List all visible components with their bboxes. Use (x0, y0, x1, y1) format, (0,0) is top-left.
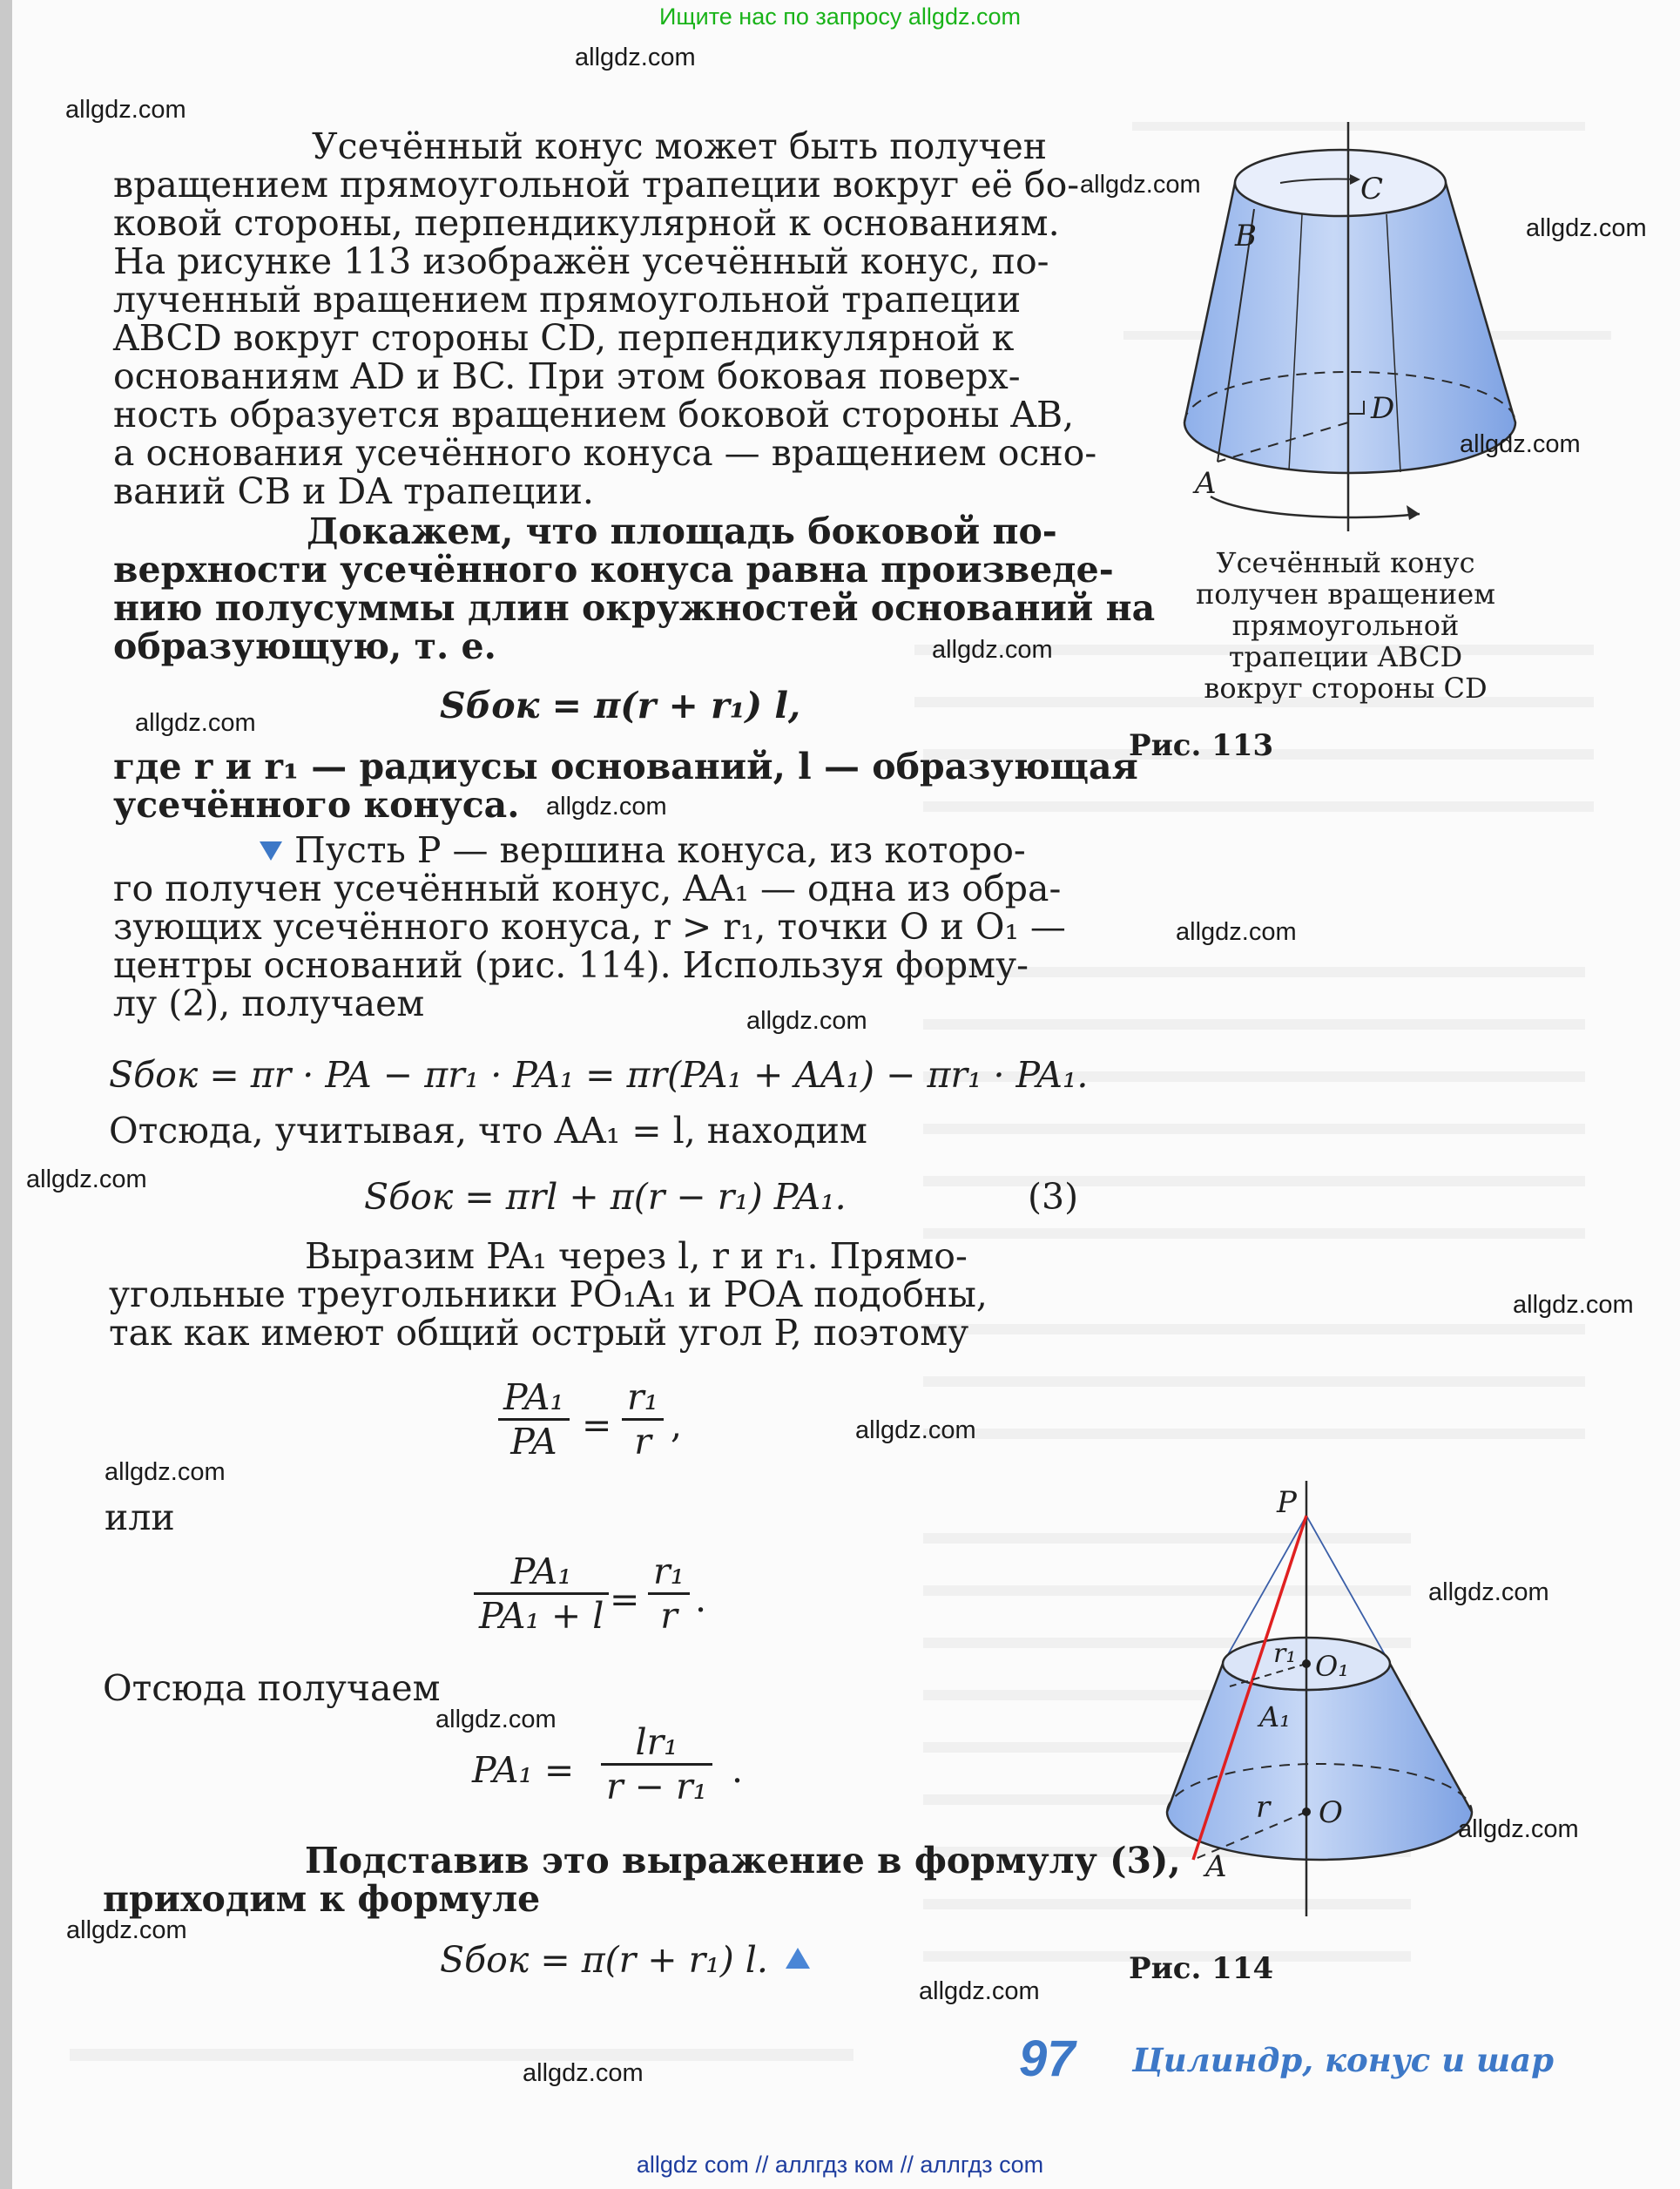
label-o1: O₁ (1315, 1650, 1350, 1683)
para4-line: центры оснований (рис. 114). Используя форму- (113, 944, 1029, 986)
para1-line: Усечённый конус может быть получен (312, 125, 1048, 167)
watermark[interactable]: allgdz.com (1526, 214, 1647, 242)
caption-line: прямоугольной (1231, 609, 1460, 642)
watermark[interactable]: allgdz.com (746, 1007, 867, 1035)
watermark[interactable]: allgdz.com (1176, 918, 1297, 946)
watermark[interactable]: allgdz.com (575, 44, 696, 71)
para2-line: образующую, т. е. (113, 625, 496, 667)
proof-end-icon (786, 1948, 810, 1969)
label-b: B (1235, 219, 1257, 253)
label-r: r (1256, 1790, 1271, 1825)
para3-line: усечённого конуса. (113, 784, 520, 826)
watermark[interactable]: allgdz.com (523, 2059, 644, 2087)
or-word: или (105, 1496, 175, 1538)
para1-line: ковой стороны, перпендикулярной к основаниям. (113, 202, 1060, 244)
para6-line: угольные треугольники PO₁A₁ и POA подобны, (109, 1274, 988, 1315)
formula-expansion: Sбок = πr · PA − πr₁ · PA₁ = πr(PA₁ + AA₁) − πr₁ · PA₁. (109, 1054, 1089, 1096)
para2-line: Докажем, что площадь боковой по- (307, 510, 1057, 552)
watermark[interactable]: allgdz.com (546, 793, 667, 821)
watermark[interactable]: allgdz.com (65, 96, 186, 124)
formula-lateral-area: Sбок = π(r + r₁) l, (440, 685, 801, 726)
para1-line: ваний CB и DA трапеции. (113, 470, 594, 512)
watermark[interactable]: allgdz.com (919, 1977, 1040, 2005)
equals-sign: = (582, 1404, 612, 1446)
para4-line: го получен усечённый конус, AA₁ — одна из обра- (113, 868, 1062, 909)
para4-line: Пусть P — вершина конуса, из которо- (260, 831, 1026, 869)
para2-line: верхности усечённого конуса равна произведе- (113, 549, 1114, 591)
para1-line: а основания усечённого конуса — вращением осно- (113, 432, 1097, 474)
label-d: D (1371, 391, 1395, 426)
fraction-right: $\frac{\text{lr₁}}{\text{r − r₁}}$ (601, 1721, 712, 1807)
para4-line: лу (2), получаем (113, 983, 425, 1024)
watermark[interactable]: allgdz.com (1460, 430, 1581, 458)
label-o: O (1319, 1795, 1343, 1830)
para1-line: На рисунке 113 изображён усечённый конус, по- (113, 240, 1049, 282)
watermark[interactable]: allgdz.com (932, 636, 1053, 664)
fraction-right: $\frac{\text{r₁}}{r}$ (622, 1376, 664, 1463)
label-c: C (1360, 172, 1384, 206)
para8-line: приходим к формуле (103, 1878, 541, 1920)
proof-start-icon (260, 841, 282, 861)
caption-line: получен вращением (1195, 578, 1496, 611)
label-a: A (1205, 1849, 1227, 1884)
watermark[interactable]: allgdz.com (105, 1458, 226, 1486)
para1-line: ность образуется вращением боковой стороны AB, (113, 394, 1075, 436)
label-a1: A₁ (1259, 1700, 1291, 1733)
top-banner[interactable]: Ищите нас по запросу allgdz.com (659, 3, 1021, 30)
label-r1: r₁ (1273, 1638, 1297, 1669)
caption-line: Усечённый конус (1216, 546, 1475, 579)
para8-line: Подставив это выражение в формулу (3), (305, 1840, 1181, 1882)
figure-113-frustum (1158, 113, 1542, 549)
watermark[interactable]: allgdz.com (1513, 1291, 1634, 1319)
formula-final: Sбок = π(r + r₁) l. (440, 1941, 810, 1979)
watermark[interactable]: allgdz.com (1458, 1815, 1579, 1843)
para6-line: так как имеют общий острый угол P, поэтому (109, 1312, 969, 1354)
label-a: A (1195, 466, 1217, 501)
para5-line: Отсюда, учитывая, что AA₁ = l, находим (109, 1110, 867, 1152)
bottom-banner[interactable]: allgdz com // аллгдз ком // аллгдз com (636, 2152, 1044, 2178)
running-title: Цилиндр, конус и шар (1132, 2041, 1554, 2079)
watermark[interactable]: allgdz.com (855, 1416, 976, 1444)
watermark[interactable]: allgdz.com (135, 709, 256, 737)
watermark[interactable]: allgdz.com (1428, 1578, 1549, 1606)
caption-line: вокруг стороны CD (1204, 672, 1488, 705)
figure-114-label: Рис. 114 (1129, 1951, 1274, 1986)
para1-line: вращением прямоугольной трапеции вокруг её бо- (113, 164, 1080, 206)
page-number: 97 (1019, 2030, 1076, 2087)
caption-line: трапеции ABCD (1228, 640, 1463, 673)
fraction-tail: . (695, 1578, 707, 1620)
formula-3: Sбок = πrl + π(r − r₁) PA₁. (364, 1176, 847, 1218)
fraction-left: $\frac{\text{PA₁}}{\text{PA₁ + l}}$ (474, 1551, 609, 1637)
fraction-tail: , (671, 1404, 683, 1446)
equals-sign: = (610, 1578, 640, 1620)
para7-line: Отсюда получаем (103, 1667, 441, 1709)
para1-line: лученный вращением прямоугольной трапеции (113, 279, 1022, 321)
fraction-left: $\frac{\text{PA₁}}{PA}$ (498, 1376, 570, 1463)
watermark[interactable]: allgdz.com (26, 1165, 147, 1193)
para2-line: нию полусуммы длин окружностей оснований на (113, 587, 1156, 629)
para4-line: зующих усечённого конуса, r > r₁, точки O и O₁ — (113, 906, 1066, 948)
watermark[interactable]: allgdz.com (66, 1916, 187, 1944)
para6-line: Выразим PA₁ через l, r и r₁. Прямо- (305, 1235, 968, 1277)
watermark[interactable]: allgdz.com (1080, 171, 1201, 199)
figure-114-cone (1150, 1481, 1515, 1934)
figure-113-label: Рис. 113 (1129, 728, 1274, 763)
formula-3-number: (3) (1028, 1176, 1079, 1218)
watermark[interactable]: allgdz.com (435, 1706, 557, 1733)
para1-line: ABCD вокруг стороны CD, перпендикулярной к (113, 317, 1015, 359)
fraction-tail: . (732, 1749, 744, 1791)
fraction-lhs: PA₁ = (472, 1749, 575, 1791)
para1-line: основаниям AD и BC. При этом боковая поверх- (113, 355, 1021, 397)
para3-line: где r и r₁ — радиусы оснований, l — образующая (113, 746, 1138, 787)
fraction-right: $\frac{\text{r₁}}{r}$ (648, 1551, 690, 1637)
label-p: P (1277, 1485, 1297, 1520)
